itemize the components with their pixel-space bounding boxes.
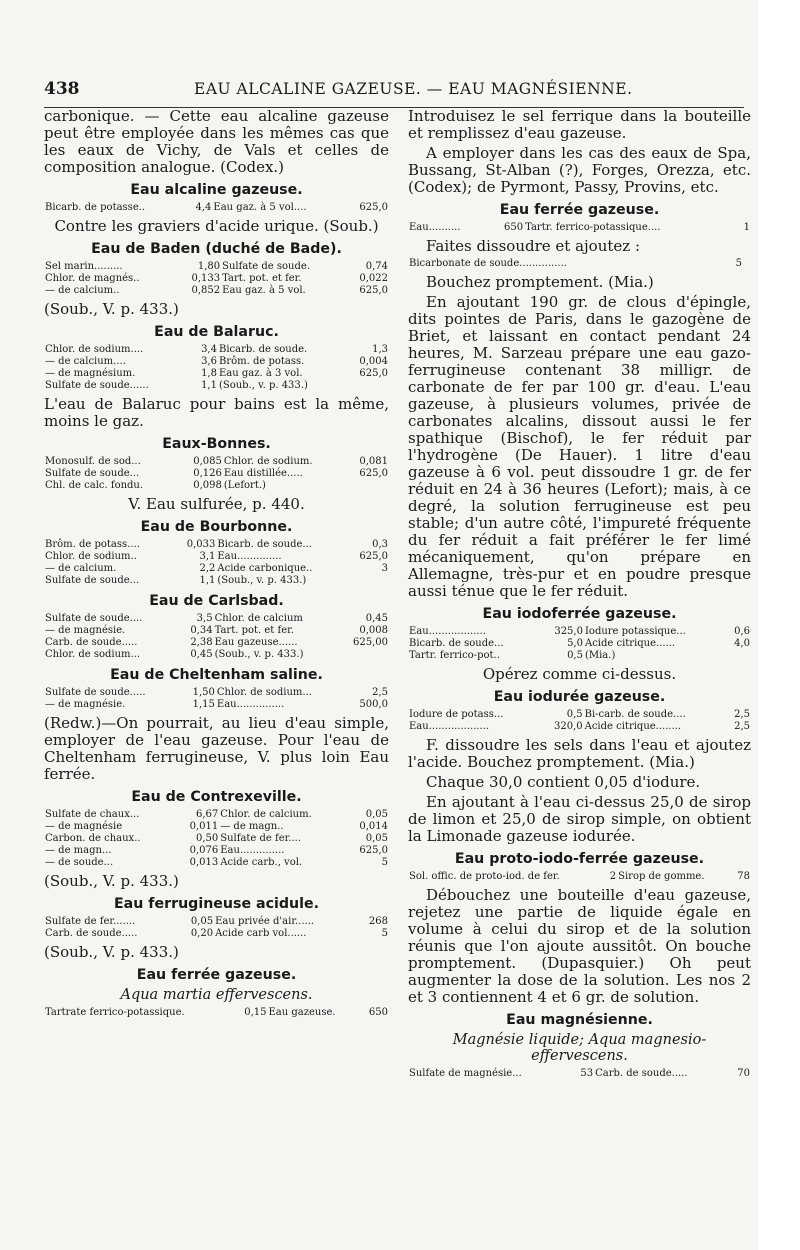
ingredient-name: — de magnésie xyxy=(45,821,123,832)
formula-table xyxy=(44,202,389,214)
formula-row xyxy=(44,551,389,563)
ingredient-quantity: 0,05 xyxy=(190,916,214,927)
ingredient-quantity: 53 xyxy=(580,1068,594,1079)
ingredient-name: — de magn.. xyxy=(220,821,284,832)
formula-row xyxy=(408,258,751,270)
section-heading: Eau de Baden (duché de Bade). xyxy=(91,241,342,257)
paragraph: (Soub., V. p. 433.) xyxy=(44,872,179,890)
section-heading: Eau de Contrexeville. xyxy=(131,789,302,805)
formula-row xyxy=(408,871,751,883)
ingredient-quantity: 1,80 xyxy=(197,261,221,272)
ingredient-name: Chlor. de sodium. xyxy=(223,456,313,467)
ingredient-name: Sulfate de soude... xyxy=(45,468,140,479)
formula-table xyxy=(44,613,389,661)
right-column xyxy=(408,108,751,1084)
ingredient-quantity: 625,00 xyxy=(353,637,388,648)
ingredient-name: Sol. offic. de proto-iod. de fer. xyxy=(409,871,560,882)
paragraph: F. dissoudre les sels dans l'eau et ajoutez l'acide. Bouchez promptement. (Mia.) xyxy=(408,736,751,771)
formula-table xyxy=(44,916,389,940)
formula-row xyxy=(44,833,389,845)
formula-table xyxy=(44,456,389,492)
page-number: 438 xyxy=(44,79,80,99)
ingredient-name: Eau gaz. à 3 vol. xyxy=(218,368,303,379)
ingredient-quantity: 1,15 xyxy=(192,699,215,710)
paragraph: Introduisez le sel ferrique dans la bouteille et remplissez d'eau gazeuse. xyxy=(408,107,751,142)
ingredient-quantity: 0,081 xyxy=(359,456,388,467)
section-subtitle: Magnésie liquide; Aqua magnesio-effervescens. xyxy=(452,1032,707,1064)
ingredient-name: Bicarb. de soude. xyxy=(218,344,308,355)
ingredient-name: Carb. de soude..... xyxy=(595,1068,688,1079)
paragraph: Chaque 30,0 contient 0,05 d'iodure. xyxy=(426,773,701,791)
formula-table xyxy=(408,258,751,270)
formula-row xyxy=(408,1068,751,1080)
section-heading: Eau iodoferrée gazeuse. xyxy=(482,606,677,622)
ingredient-name: Bi-carb. de soude.... xyxy=(584,709,686,720)
ingredient-quantity: 1,50 xyxy=(192,687,215,698)
ingredient-name: Eau.............. xyxy=(220,845,285,856)
ingredient-name: Tartr. ferrico-pot.. xyxy=(409,650,500,661)
ingredient-quantity: 2,38 xyxy=(190,637,213,648)
paragraph: Faites dissoudre et ajoutez : xyxy=(426,237,640,255)
ingredient-quantity: 0,033 xyxy=(186,539,216,550)
ingredient-name: Eau.......... xyxy=(409,222,461,233)
ingredient-quantity: 0,022 xyxy=(359,273,388,284)
formula-row xyxy=(44,821,389,833)
ingredient-name: Eau privée d'air...... xyxy=(215,916,315,927)
ingredient-name: Eau distillée..... xyxy=(223,468,303,479)
ingredient-quantity: 0,74 xyxy=(365,261,388,272)
ingredient-name: Monosulf. de sod... xyxy=(45,456,141,467)
paragraph: Bouchez promptement. (Mia.) xyxy=(426,273,654,291)
ingredient-name: Sulfate de fer.... xyxy=(220,833,302,844)
formula-table xyxy=(44,344,389,392)
formula-table xyxy=(408,222,751,234)
formula-table xyxy=(44,539,389,587)
formula-row xyxy=(44,356,389,368)
ingredient-quantity: 0,133 xyxy=(191,273,221,284)
ingredient-name: (Lefort.) xyxy=(223,480,266,491)
formula-row xyxy=(44,845,389,857)
formula-row xyxy=(408,638,751,650)
formula-row xyxy=(408,721,751,733)
paragraph: Contre les graviers d'acide urique. (Soub.) xyxy=(54,217,379,235)
formula-row xyxy=(44,261,389,273)
ingredient-name: — de magnésie. xyxy=(45,699,126,710)
ingredient-name: — de calcium.... xyxy=(45,356,126,367)
ingredient-name: Bicarb. de soude... xyxy=(409,638,504,649)
formula-row xyxy=(44,456,389,468)
formula-row xyxy=(44,273,389,285)
ingredient-name: Chlor. de sodium... xyxy=(45,649,141,660)
section-heading: Eau ferrée gazeuse. xyxy=(136,967,297,983)
ingredient-quantity: 0,008 xyxy=(359,625,388,636)
formula-row xyxy=(44,380,389,392)
ingredient-quantity: 5 xyxy=(381,928,388,939)
ingredient-quantity: 1,8 xyxy=(201,368,217,379)
ingredient-quantity: 0,45 xyxy=(365,613,388,624)
ingredient-name: Eau gazeuse...... xyxy=(214,637,298,648)
section-heading: Eau de Carlsbad. xyxy=(149,593,284,609)
ingredient-quantity: 0,098 xyxy=(193,480,222,491)
ingredient-quantity: 70 xyxy=(737,1068,750,1079)
paragraph: En ajoutant 190 gr. de clous d'épingle, dits pointes de Paris, dans le gazogène de Briet, et laissant en contact pendant 24 heures, M. Sarzeau prépare une eau gazo-ferrugineuse contenant 38 milligr. de carbonate de fer par 100 gr. d'eau. L'eau gazeuse, à plusieurs volumes, privée de carbonates alcalins, dissout aussi le fer spathique (Bischof), le fer réduit par l'hydrogène (De Hauer). 1 litre d'eau gazeuse à 6 vol. peut dissoudre 1 gr. de fer réduit en 24 à 36 heures (Lefort); mais, à ce degré, la solution ferrugineuse est peu stable; d'un autre côté, l'impureté fréquente du fer réduit a fait préférer le fer limé mécaniquement, qu'on prépare en Allemagne, très-pur et en poudre presque aussi ténue que le fer réduit. xyxy=(408,293,751,600)
paragraph: carbonique. — Cette eau alcaline gazeuse peut être employée dans les mêmes cas que les eaux de Vichy, de Vals et celles de composition analogue. (Codex.) xyxy=(44,107,389,176)
ingredient-quantity: 3,1 xyxy=(199,551,216,562)
ingredient-quantity: 6,67 xyxy=(195,809,219,820)
ingredient-quantity: 625,0 xyxy=(359,468,388,479)
ingredient-name: Sirop de gomme. xyxy=(618,871,705,882)
formula-row xyxy=(44,1007,389,1019)
ingredient-name: Carb. de soude..... xyxy=(45,637,138,648)
ingredient-name: Sulfate de soude.... xyxy=(45,613,143,624)
ingredient-quantity: 0,3 xyxy=(372,539,388,550)
section-heading: Eau ferrée gazeuse. xyxy=(499,202,660,218)
paragraph: A employer dans les cas des eaux de Spa, Bussang, St-Alban (?), Forges, Orezza, etc. (Codex); de Pyrmont, Passy, Provins, etc. xyxy=(408,144,751,196)
section-heading: Eau proto-iodo-ferrée gazeuse. xyxy=(454,851,705,867)
section-heading: Eau magnésienne. xyxy=(506,1012,653,1028)
ingredient-name: Chl. de calc. fondu. xyxy=(45,480,144,491)
ingredient-name: — de calcium.. xyxy=(45,285,120,296)
formula-row xyxy=(44,480,389,492)
ingredient-name: — de magn... xyxy=(45,845,112,856)
paragraph: Opérez comme ci-dessus. xyxy=(482,665,677,683)
ingredient-quantity xyxy=(747,258,751,270)
formula-table xyxy=(408,709,751,733)
ingredient-name: Eau.............. xyxy=(217,551,282,562)
ingredient-quantity: 1 xyxy=(743,222,750,233)
ingredient-quantity: 625,0 xyxy=(359,845,388,856)
formula-row xyxy=(408,709,751,721)
formula-row xyxy=(44,857,389,869)
formula-row xyxy=(408,222,751,234)
ingredient-name: Eau............... xyxy=(216,699,285,710)
ingredient-name: (Soub., v. p. 433.) xyxy=(217,575,307,586)
ingredient-quantity: 625,0 xyxy=(359,368,388,379)
ingredient-quantity: 2,5 xyxy=(734,721,750,732)
section-heading: Eau de Bourbonne. xyxy=(140,519,293,535)
formula-table xyxy=(408,871,751,883)
formula-row xyxy=(44,928,389,940)
ingredient-quantity xyxy=(347,480,389,492)
formula-row xyxy=(44,625,389,637)
ingredient-quantity: 500,0 xyxy=(359,699,388,710)
ingredient-quantity: 625,0 xyxy=(359,202,388,213)
ingredient-quantity: 0,20 xyxy=(190,928,214,939)
ingredient-quantity: 5,0 xyxy=(567,638,583,649)
ingredient-name: Bicarb. de soude... xyxy=(217,539,312,550)
ingredient-quantity: 0,05 xyxy=(365,809,388,820)
paragraph: V. Eau sulfurée, p. 440. xyxy=(128,495,305,513)
section-heading: Eau iodurée gazeuse. xyxy=(493,689,666,705)
ingredient-name: Acide carb vol...... xyxy=(215,928,307,939)
ingredient-name: Eau.................. xyxy=(409,626,486,637)
ingredient-quantity: 2,2 xyxy=(199,563,216,574)
formula-row xyxy=(408,626,751,638)
ingredient-name: Tartrate ferrico-potassique. xyxy=(45,1007,185,1018)
ingredient-name: Chlor. de calcium. xyxy=(220,809,312,820)
ingredient-name: Chlor. de sodium.. xyxy=(45,551,137,562)
ingredient-quantity: 5 xyxy=(735,258,743,269)
formula-row xyxy=(44,344,389,356)
ingredient-quantity: 625,0 xyxy=(359,285,388,296)
ingredient-name: Sulfate de soude..... xyxy=(45,687,146,698)
ingredient-quantity: 2 xyxy=(609,871,617,882)
ingredient-name: — de calcium. xyxy=(45,563,117,574)
ingredient-quantity: 0,5 xyxy=(567,650,583,661)
ingredient-name: Carb. de soude..... xyxy=(45,928,138,939)
section-heading: Eau alcaline gazeuse. xyxy=(130,182,303,198)
ingredient-quantity: 0,05 xyxy=(365,833,388,844)
ingredient-quantity: 1,1 xyxy=(201,380,217,391)
ingredient-name: Sulfate de magnésie... xyxy=(409,1068,522,1079)
ingredient-quantity: 78 xyxy=(737,871,750,882)
ingredient-quantity: 0,5 xyxy=(566,709,583,720)
formula-row xyxy=(44,687,389,699)
formula-row xyxy=(44,202,389,214)
ingredient-quantity: 3,4 xyxy=(201,344,217,355)
formula-row xyxy=(408,650,751,662)
formula-table xyxy=(408,1068,751,1080)
section-subtitle: Aqua martia effervescens. xyxy=(120,987,313,1003)
ingredient-name: (Soub., v. p. 433.) xyxy=(218,380,308,391)
ingredient-name: Sulfate de soude...... xyxy=(45,380,149,391)
ingredient-quantity: 0,126 xyxy=(193,468,222,479)
ingredient-quantity: 3,5 xyxy=(196,613,213,624)
ingredient-name: Eau................... xyxy=(409,721,490,732)
ingredient-quantity: 625,0 xyxy=(359,551,388,562)
ingredient-quantity xyxy=(346,380,389,392)
ingredient-quantity: 268 xyxy=(368,916,388,927)
ingredient-quantity: 0,004 xyxy=(359,356,388,367)
ingredient-quantity: 0,011 xyxy=(189,821,219,832)
ingredient-quantity: 0,50 xyxy=(195,833,219,844)
ingredient-name: Chlor. de calcium xyxy=(214,613,303,624)
ingredient-name: Chlor. de sodium... xyxy=(216,687,312,698)
ingredient-quantity: 650 xyxy=(503,222,524,233)
ingredient-name: (Mia.) xyxy=(584,650,616,661)
ingredient-name: Eau gaz. à 5 vol.... xyxy=(213,202,307,213)
ingredient-name: Sulfate de chaux... xyxy=(45,809,140,820)
ingredient-quantity: 0,15 xyxy=(244,1007,267,1018)
section-heading: Eau ferrugineuse acidule. xyxy=(113,896,320,912)
formula-row xyxy=(44,649,389,661)
formula-row xyxy=(44,468,389,480)
formula-table xyxy=(408,626,751,662)
formula-row xyxy=(44,809,389,821)
ingredient-quantity: 3,6 xyxy=(201,356,217,367)
running-title: EAU ALCALINE GAZEUSE. — EAU MAGNÉSIENNE. xyxy=(194,80,633,98)
ingredient-name: Carbon. de chaux.. xyxy=(45,833,141,844)
ingredient-name: Acide citrique...... xyxy=(584,638,676,649)
ingredient-quantity xyxy=(348,575,389,587)
ingredient-name: Eau gaz. à 5 vol. xyxy=(222,285,306,296)
paragraph: (Soub., V. p. 433.) xyxy=(44,300,179,318)
ingredient-name: Bicarbonate de soude............... xyxy=(409,258,567,269)
formula-row xyxy=(44,539,389,551)
ingredient-name: Bicarb. de potasse.. xyxy=(45,202,146,213)
ingredient-quantity: 4,4 xyxy=(195,202,212,213)
ingredient-quantity: 3 xyxy=(381,563,388,574)
ingredient-quantity: 0,6 xyxy=(734,626,750,637)
ingredient-name: (Soub., v. p. 433.) xyxy=(214,649,304,660)
ingredient-name: Iodure potassique... xyxy=(584,626,686,637)
ingredient-quantity: 1,1 xyxy=(199,575,216,586)
formula-table xyxy=(44,809,389,869)
ingredient-quantity: 0,076 xyxy=(189,845,219,856)
formula-row xyxy=(44,563,389,575)
ingredient-quantity: 0,45 xyxy=(190,649,213,660)
ingredient-quantity: 1,3 xyxy=(372,344,388,355)
section-heading: Eaux-Bonnes. xyxy=(162,436,271,452)
ingredient-name: — de soude... xyxy=(45,857,114,868)
ingredient-quantity: 0,852 xyxy=(191,285,221,296)
formula-row xyxy=(44,613,389,625)
ingredient-name: — de magnésie. xyxy=(45,625,126,636)
ingredient-quantity: 2,5 xyxy=(372,687,388,698)
ingredient-name: Acide carbonique.. xyxy=(217,563,313,574)
section-heading: Eau de Balaruc. xyxy=(154,324,279,340)
paragraph: L'eau de Balaruc pour bains est la même, moins le gaz. xyxy=(44,395,389,430)
ingredient-name: Sulfate de soude... xyxy=(45,575,140,586)
ingredient-name: Acide carb., vol. xyxy=(220,857,303,868)
ingredient-name: Tart. pot. et fer. xyxy=(214,625,294,636)
formula-row xyxy=(44,916,389,928)
paragraph: (Soub., V. p. 433.) xyxy=(44,943,179,961)
formula-row xyxy=(44,699,389,711)
ingredient-quantity: 0,013 xyxy=(189,857,219,868)
paragraph: En ajoutant à l'eau ci-dessus 25,0 de sirop de limon et 25,0 de sirop simple, on obtient la Limonade gazeuse iodurée. xyxy=(408,793,751,845)
ingredient-name: — de magnésium. xyxy=(45,368,136,379)
ingredient-quantity: 650 xyxy=(368,1007,388,1018)
ingredient-name: Brôm. de potass.... xyxy=(45,539,140,550)
ingredient-name: Sulfate de fer....... xyxy=(45,916,136,927)
ingredient-name: Tartr. ferrico-potassique.... xyxy=(525,222,661,233)
formula-row xyxy=(44,575,389,587)
ingredient-name: Chlor. de sodium.... xyxy=(45,344,144,355)
paragraph: Débouchez une bouteille d'eau gazeuse, rejetez une partie de liquide égale en volume à celui du sirop et de la solution réunis que l'on ajoute aussitôt. On bouche promptement. (Dupasquier.) Oh peut augmenter la dose de la solution. Les nos 2 et 3 contiennent 4 et 6 gr. de solution. xyxy=(408,886,751,1006)
ingredient-name: Sel marin......... xyxy=(45,261,123,272)
ingredient-quantity: 5 xyxy=(381,857,388,868)
ingredient-name: Chlor. de magnés.. xyxy=(45,273,140,284)
ingredient-quantity: 2,5 xyxy=(734,709,750,720)
ingredient-quantity: 0,34 xyxy=(190,625,213,636)
ingredient-quantity: 0,085 xyxy=(193,456,222,467)
ingredient-name: Iodure de potass... xyxy=(409,709,504,720)
formula-row xyxy=(44,368,389,380)
ingredient-quantity: 0,014 xyxy=(359,821,388,832)
ingredient-quantity: 320,0 xyxy=(553,721,583,732)
paragraph: (Redw.)—On pourrait, au lieu d'eau simple, employer de l'eau gazeuse. Pour l'eau de Cheltenham ferrugineuse, V. plus loin Eau ferrée. xyxy=(44,714,389,783)
left-column xyxy=(44,108,389,1023)
ingredient-name: Sulfate de soude. xyxy=(222,261,310,272)
ingredient-name: Tart. pot. et fer. xyxy=(222,273,302,284)
section-heading: Eau de Cheltenham saline. xyxy=(110,667,323,683)
formula-row xyxy=(44,637,389,649)
formula-table xyxy=(44,1007,389,1019)
formula-table xyxy=(44,687,389,711)
ingredient-name: Eau gazeuse. xyxy=(268,1007,336,1018)
ingredient-name: Brôm. de potass. xyxy=(218,356,305,367)
ingredient-quantity: 4,0 xyxy=(734,638,750,649)
formula-row xyxy=(44,285,389,297)
ingredient-name: Acide citrique........ xyxy=(584,721,682,732)
ingredient-quantity: 325,0 xyxy=(554,626,583,637)
ingredient-quantity xyxy=(726,650,751,662)
running-header xyxy=(44,79,744,108)
formula-table xyxy=(44,261,389,297)
ingredient-quantity xyxy=(338,649,389,661)
